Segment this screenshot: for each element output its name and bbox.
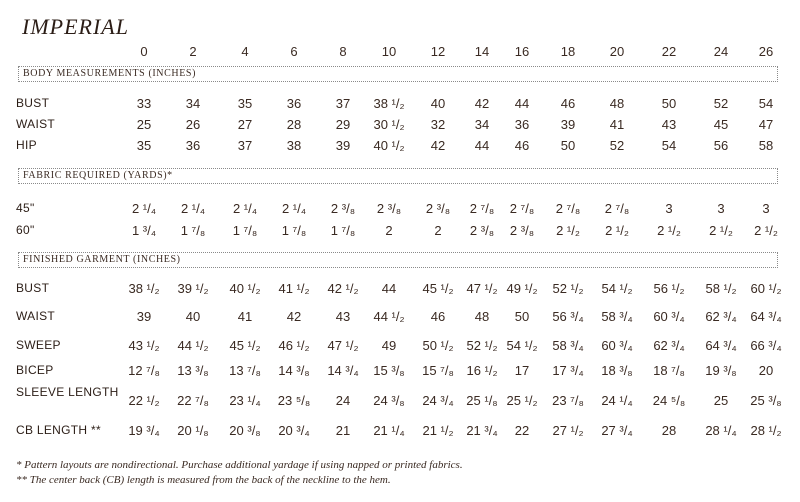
table-cell: 24 ⁵/₈ (652, 393, 686, 408)
table-cell: 62 ³/₄ (653, 338, 685, 353)
table-cell: 21 ³/₄ (466, 423, 498, 438)
table-cell: 48 (474, 309, 490, 324)
table-cell: 38 (286, 138, 302, 153)
table-cell: 3 (717, 201, 725, 216)
table-cell: 43 (335, 309, 351, 324)
table-cell: 46 (514, 138, 530, 153)
footnote: * Pattern layouts are nondirectional. Purchase additional yardage if using napped or printed fabrics. (16, 459, 463, 471)
table-cell: 54 ¹/₂ (506, 338, 538, 353)
table-cell: 62 ³/₄ (705, 309, 737, 324)
footnote: ** The center back (CB) length is measured from the back of the neckline to the hem. (16, 474, 391, 486)
table-cell: 39 ¹/₂ (177, 281, 209, 296)
size-header: 8 (339, 44, 347, 59)
size-header: 10 (381, 44, 397, 59)
table-cell: 39 (560, 117, 576, 132)
table-row-fabric-45 (0, 201, 800, 221)
table-cell: 42 ¹/₂ (327, 281, 359, 296)
table-cell: 50 (661, 96, 677, 111)
table-cell: 2 ⁷/₈ (555, 201, 581, 216)
table-cell: 58 (758, 138, 774, 153)
table-cell: 34 (474, 117, 490, 132)
table-cell: 36 (286, 96, 302, 111)
table-cell: 23 ¹/₄ (229, 393, 261, 408)
table-cell: 14 ³/₄ (327, 363, 359, 378)
table-cell: 52 ¹/₂ (466, 338, 498, 353)
table-cell: 35 (136, 138, 152, 153)
table-cell: 41 (237, 309, 253, 324)
table-cell: 2 ¹/₄ (281, 201, 307, 216)
table-cell: 41 (609, 117, 625, 132)
table-cell: 26 (185, 117, 201, 132)
table-cell: 37 (237, 138, 253, 153)
table-cell: 2 ³/₈ (376, 201, 402, 216)
size-header: 6 (290, 44, 298, 59)
table-cell: 2 ¹/₂ (754, 223, 778, 238)
table-cell: 25 ¹/₂ (506, 393, 538, 408)
table-cell: 25 ¹/₈ (466, 393, 498, 408)
table-cell: 60 ³/₄ (653, 309, 685, 324)
table-cell: 1 ⁷/₈ (330, 223, 356, 238)
table-cell: 2 ⁷/₈ (509, 201, 535, 216)
table-cell: 46 (560, 96, 576, 111)
table-cell: 52 (609, 138, 625, 153)
table-cell: 45 ¹/₂ (422, 281, 454, 296)
section-label: FABRIC REQUIRED (YARDS)* (23, 170, 173, 181)
table-cell: 64 ³/₄ (705, 338, 737, 353)
table-cell: 28 (286, 117, 302, 132)
table-cell: 42 (286, 309, 302, 324)
table-cell: 1 ⁷/₈ (180, 223, 206, 238)
table-cell: 1 ³/₄ (131, 223, 157, 238)
table-row-body-hip (0, 138, 800, 158)
table-cell: 47 (758, 117, 774, 132)
table-cell: 36 (185, 138, 201, 153)
table-cell: 27 (237, 117, 253, 132)
table-cell: 64 ³/₄ (750, 309, 782, 324)
table-cell: 42 (474, 96, 490, 111)
table-cell: 27 ¹/₂ (552, 423, 584, 438)
table-cell: 39 (335, 138, 351, 153)
table-cell: 3 (762, 201, 770, 216)
table-row-fabric-60 (0, 223, 800, 243)
table-cell: 23 ⁵/₈ (277, 393, 311, 408)
table-cell: 54 ¹/₂ (601, 281, 633, 296)
table-cell: 44 ¹/₂ (177, 338, 209, 353)
table-cell: 46 ¹/₂ (278, 338, 310, 353)
table-cell: 54 (758, 96, 774, 111)
table-cell: 56 ¹/₂ (653, 281, 685, 296)
table-cell: 21 (335, 423, 351, 438)
row-label: BICEP (16, 363, 54, 377)
row-label: HIP (16, 138, 37, 152)
table-cell: 33 (136, 96, 152, 111)
table-row-fin-cb (0, 423, 800, 443)
size-header: 22 (661, 44, 677, 59)
row-label: WAIST (16, 309, 56, 323)
table-cell: 17 (514, 363, 530, 378)
table-cell: 49 (381, 338, 397, 353)
table-cell: 66 ³/₄ (750, 338, 782, 353)
table-cell: 52 ¹/₂ (552, 281, 584, 296)
table-cell: 44 (514, 96, 530, 111)
table-cell: 40 ¹/₂ (229, 281, 261, 296)
table-cell: 2 (434, 223, 442, 238)
table-cell: 45 ¹/₂ (229, 338, 261, 353)
table-cell: 3 (665, 201, 673, 216)
footnotes (16, 458, 463, 488)
table-cell: 2 ¹/₂ (605, 223, 629, 238)
table-cell: 34 (185, 96, 201, 111)
table-cell: 20 ³/₈ (229, 423, 261, 438)
table-cell: 44 (381, 281, 397, 296)
table-row-body-waist (0, 117, 800, 137)
section-label: FINISHED GARMENT (INCHES) (23, 254, 181, 265)
table-row-body-bust (0, 96, 800, 116)
table-cell: 19 ³/₄ (128, 423, 160, 438)
table-cell: 56 ³/₄ (552, 309, 584, 324)
table-cell: 17 ³/₄ (552, 363, 584, 378)
row-label: CB LENGTH ** (16, 423, 101, 437)
row-label: SLEEVE LENGTH (16, 385, 119, 399)
table-cell: 20 (758, 363, 774, 378)
table-cell: 2 ³/₈ (425, 201, 451, 216)
section-body-measurements (18, 66, 778, 82)
table-cell: 56 (713, 138, 729, 153)
table-cell: 28 ¹/₂ (750, 423, 782, 438)
table-cell: 60 ³/₄ (601, 338, 633, 353)
table-cell: 58 ³/₄ (601, 309, 633, 324)
table-cell: 47 ¹/₂ (327, 338, 359, 353)
table-row-fin-sleeve (0, 385, 800, 413)
chart-title: IMPERIAL (22, 14, 129, 39)
size-header: 0 (140, 44, 148, 59)
table-cell: 2 ¹/₂ (657, 223, 681, 238)
table-cell: 46 (430, 309, 446, 324)
table-cell: 40 ¹/₂ (373, 138, 405, 153)
table-cell: 21 ¹/₄ (373, 423, 405, 438)
table-cell: 16 ¹/₂ (466, 363, 498, 378)
table-cell: 1 ⁷/₈ (281, 223, 307, 238)
table-cell: 15 ³/₈ (373, 363, 405, 378)
table-cell: 2 ¹/₄ (131, 201, 157, 216)
table-cell: 47 ¹/₂ (466, 281, 498, 296)
table-cell: 2 (385, 223, 393, 238)
size-header: 20 (609, 44, 625, 59)
table-cell: 58 ¹/₂ (705, 281, 737, 296)
table-cell: 24 ¹/₄ (601, 393, 633, 408)
table-cell: 2 ³/₈ (469, 223, 495, 238)
table-cell: 39 (136, 309, 152, 324)
table-cell: 1 ⁷/₈ (232, 223, 258, 238)
table-cell: 2 ³/₈ (509, 223, 535, 238)
table-cell: 54 (661, 138, 677, 153)
table-cell: 18 ⁷/₈ (653, 363, 685, 378)
table-cell: 2 ³/₈ (330, 201, 356, 216)
table-cell: 2 ¹/₄ (232, 201, 258, 216)
size-header: 4 (241, 44, 249, 59)
table-cell: 20 ¹/₈ (177, 423, 209, 438)
section-finished-garment (18, 252, 778, 268)
table-cell: 28 ¹/₄ (705, 423, 737, 438)
table-cell: 29 (335, 117, 351, 132)
row-label: 45" (16, 201, 35, 215)
table-cell: 22 (514, 423, 530, 438)
table-cell: 44 ¹/₂ (373, 309, 405, 324)
table-cell: 14 ³/₈ (278, 363, 310, 378)
table-row-fin-bust (0, 281, 800, 301)
table-cell: 30 ¹/₂ (373, 117, 405, 132)
size-header: 16 (514, 44, 530, 59)
table-cell: 50 ¹/₂ (422, 338, 454, 353)
table-cell: 22 ⁷/₈ (177, 393, 209, 408)
table-cell: 13 ⁷/₈ (229, 363, 261, 378)
row-label: BUST (16, 96, 50, 110)
table-cell: 2 ¹/₂ (556, 223, 580, 238)
table-cell: 24 ³/₈ (373, 393, 405, 408)
row-label: BUST (16, 281, 50, 295)
size-header: 2 (189, 44, 197, 59)
table-cell: 43 ¹/₂ (128, 338, 160, 353)
table-cell: 2 ⁷/₈ (604, 201, 630, 216)
size-header: 12 (430, 44, 446, 59)
table-cell: 35 (237, 96, 253, 111)
table-cell: 42 (430, 138, 446, 153)
table-cell: 23 ⁷/₈ (552, 393, 584, 408)
row-label: SWEEP (16, 338, 61, 352)
table-cell: 25 (713, 393, 729, 408)
table-cell: 27 ³/₄ (601, 423, 633, 438)
size-header: 24 (713, 44, 729, 59)
size-header: 14 (474, 44, 490, 59)
section-fabric-required (18, 168, 778, 184)
table-cell: 38 ¹/₂ (128, 281, 160, 296)
table-cell: 2 ¹/₄ (180, 201, 206, 216)
table-cell: 38 ¹/₂ (373, 96, 405, 111)
table-cell: 50 (560, 138, 576, 153)
table-cell: 24 (335, 393, 351, 408)
table-cell: 58 ³/₄ (552, 338, 584, 353)
table-cell: 18 ³/₈ (601, 363, 633, 378)
size-header-row (0, 44, 800, 62)
table-cell: 40 (185, 309, 201, 324)
table-cell: 22 ¹/₂ (128, 393, 160, 408)
table-cell: 12 ⁷/₈ (128, 363, 160, 378)
table-cell: 50 (514, 309, 530, 324)
table-cell: 15 ⁷/₈ (422, 363, 454, 378)
section-label: BODY MEASUREMENTS (INCHES) (23, 68, 197, 79)
size-header: 26 (758, 44, 774, 59)
table-cell: 25 (136, 117, 152, 132)
table-cell: 28 (661, 423, 677, 438)
table-cell: 44 (474, 138, 490, 153)
table-cell: 60 ¹/₂ (750, 281, 782, 296)
table-row-fin-sweep (0, 338, 800, 358)
row-label: WAIST (16, 117, 56, 131)
table-cell: 43 (661, 117, 677, 132)
table-row-fin-waist (0, 309, 800, 329)
table-cell: 36 (514, 117, 530, 132)
table-cell: 37 (335, 96, 351, 111)
table-cell: 2 ⁷/₈ (469, 201, 495, 216)
table-cell: 21 ¹/₂ (422, 423, 454, 438)
table-cell: 48 (609, 96, 625, 111)
table-row-fin-bicep (0, 363, 800, 383)
table-cell: 40 (430, 96, 446, 111)
table-cell: 13 ³/₈ (177, 363, 209, 378)
table-cell: 32 (430, 117, 446, 132)
table-cell: 45 (713, 117, 729, 132)
table-cell: 41 ¹/₂ (278, 281, 310, 296)
table-cell: 20 ³/₄ (278, 423, 310, 438)
table-cell: 25 ³/₈ (750, 393, 782, 408)
table-cell: 52 (713, 96, 729, 111)
row-label: 60" (16, 223, 35, 237)
table-cell: 24 ³/₄ (422, 393, 454, 408)
table-cell: 19 ³/₈ (705, 363, 737, 378)
table-cell: 49 ¹/₂ (506, 281, 538, 296)
table-cell: 2 ¹/₂ (709, 223, 733, 238)
size-header: 18 (560, 44, 576, 59)
